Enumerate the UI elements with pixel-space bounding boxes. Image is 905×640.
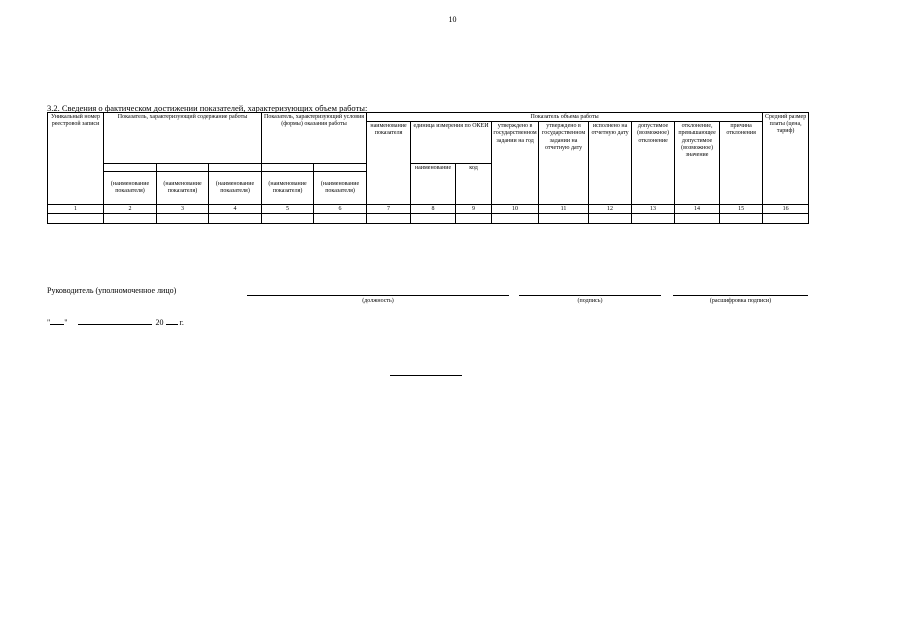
header-conditions-indicator: Показатель, характеризующий условия (формы) оказания работы xyxy=(262,113,367,164)
header-content-indicator-name-2: (наименование показателя) xyxy=(157,172,209,205)
header-excess-deviation: отклонение, превышающее допустимое (возможное) значение xyxy=(675,122,720,205)
column-number: 3 xyxy=(157,205,209,214)
header-content-indicator-name-3: (наименование показателя) xyxy=(209,172,262,205)
spacer-cell xyxy=(209,164,262,172)
column-number: 2 xyxy=(104,205,157,214)
table-cell xyxy=(104,214,157,224)
column-number: 7 xyxy=(367,205,411,214)
table-cell xyxy=(411,214,456,224)
table-cell xyxy=(589,214,632,224)
table-cell xyxy=(763,214,809,224)
table-cell xyxy=(262,214,314,224)
work-volume-table xyxy=(47,112,809,224)
column-number: 11 xyxy=(539,205,589,214)
column-number: 15 xyxy=(720,205,763,214)
empty-data-row xyxy=(48,214,809,224)
header-content-indicator-name-1: (наименование показателя) xyxy=(104,172,157,205)
table-cell xyxy=(367,214,411,224)
column-number: 16 xyxy=(763,205,809,214)
header-done: исполнено на отчетную дату xyxy=(589,122,632,205)
end-rule xyxy=(390,375,462,376)
header-deviation-reason: причина отклонения xyxy=(720,122,763,205)
header-allowed-deviation: допустимое (возможное) отклонение xyxy=(632,122,675,205)
month-blank xyxy=(78,318,152,325)
date-line xyxy=(47,318,184,327)
column-number: 12 xyxy=(589,205,632,214)
column-number: 13 xyxy=(632,205,675,214)
column-number: 10 xyxy=(492,205,539,214)
header-unit-code: код xyxy=(456,164,492,205)
column-number: 14 xyxy=(675,205,720,214)
header-conditions-indicator-name-1: (наименование показателя) xyxy=(262,172,314,205)
header-indicator-name: наименование показателя xyxy=(367,122,411,205)
spacer-cell xyxy=(104,164,157,172)
header-unique-number: Уникальный номер реестровой записи xyxy=(48,113,104,205)
signature-line xyxy=(519,295,661,296)
table-cell xyxy=(157,214,209,224)
signature-decoding-line xyxy=(673,295,808,296)
header-content-indicator: Показатель, характеризующий содержание работы xyxy=(104,113,262,164)
column-number: 1 xyxy=(48,205,104,214)
header-conditions-indicator-name-2: (наименование показателя) xyxy=(314,172,367,205)
column-number: 6 xyxy=(314,205,367,214)
date-close-quote: " xyxy=(64,318,68,327)
section-title: 3.2. Сведения о фактическом достижении показателей, характеризующих объем работы: xyxy=(47,103,368,113)
spacer-cell xyxy=(314,164,367,172)
day-blank xyxy=(50,318,64,325)
header-unit-okei: единица измерения по ОКЕИ xyxy=(411,122,492,164)
header-approved-year: утверждено в государственном задании на год xyxy=(492,122,539,205)
table-cell xyxy=(675,214,720,224)
table-cell xyxy=(492,214,539,224)
spacer-cell xyxy=(157,164,209,172)
table-cell xyxy=(539,214,589,224)
table-cell xyxy=(632,214,675,224)
header-average-fee: Средний размер платы (цена, тариф) xyxy=(763,113,809,205)
header-volume-indicator: Показатель объема работы xyxy=(367,113,763,122)
spacer-cell xyxy=(262,164,314,172)
signatory-label: Руководитель (уполномоченное лицо) xyxy=(47,286,177,295)
table-cell xyxy=(456,214,492,224)
column-number: 4 xyxy=(209,205,262,214)
table-cell xyxy=(209,214,262,224)
column-number: 8 xyxy=(411,205,456,214)
table-cell xyxy=(720,214,763,224)
year-suffix: г. xyxy=(179,318,184,327)
table-cell xyxy=(48,214,104,224)
header-unit-name: наименование xyxy=(411,164,456,205)
year-prefix: 20 xyxy=(155,318,164,327)
position-caption: (должность) xyxy=(362,298,394,304)
year-blank xyxy=(166,318,178,325)
table-cell xyxy=(314,214,367,224)
page-number: 10 xyxy=(448,15,457,24)
date-open-quote: " xyxy=(47,318,51,327)
header-approved-date: утверждено в государственном задании на отчетную дату xyxy=(539,122,589,205)
signature-caption: (подпись) xyxy=(577,298,603,304)
column-number: 5 xyxy=(262,205,314,214)
signature-decoding-caption: (расшифровка подписи) xyxy=(709,298,772,304)
position-line xyxy=(247,295,509,296)
column-number: 9 xyxy=(456,205,492,214)
